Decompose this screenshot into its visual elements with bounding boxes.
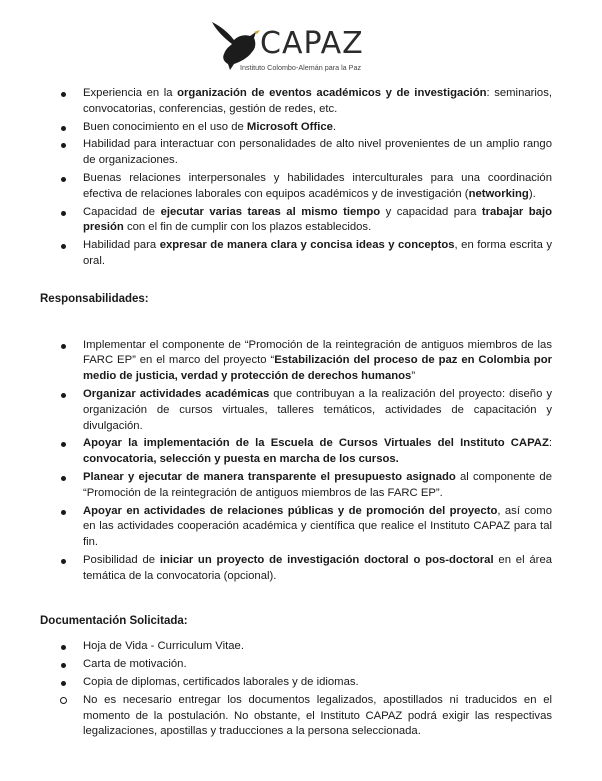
- skill-item-text: : seminarios, convocatorias, conferencias, gestión de redes, etc.: [83, 87, 552, 115]
- bullet-icon: [61, 92, 66, 97]
- document-item-text: Carta de motivación.: [83, 658, 187, 671]
- skill-item-text: Microsoft Office: [246, 120, 333, 133]
- bullet-icon: [61, 663, 66, 668]
- responsibility-item-text: al componente de “Promoción de la reintegración de antiguos miembros de las FARC EP”.: [83, 470, 552, 499]
- document-content: [40, 86, 552, 740]
- skill-item-text: Habilidad para interactuar con personalidades de alto nivel provenientes de un amplio rango de organizaciones.: [83, 138, 552, 167]
- skill-item-text: ejecutar varias tareas al mismo tiempo: [160, 205, 381, 218]
- bullet-icon: [61, 559, 66, 564]
- skill-item-text: Capacidad de: [83, 205, 161, 218]
- skill-item-text: , en forma escrita y oral.: [83, 239, 552, 267]
- responsibility-item-text: Estabilización del proceso de paz en Colombia por medio de justicia, verdad y protección de derechos humanos: [83, 354, 552, 383]
- skill-item-text: Buen conocimiento en el uso de: [83, 120, 247, 133]
- responsibility-item-text: , así como en las actividades cooperación académica y científica que realice el Instituto CAPAZ para tal fin.: [83, 504, 552, 549]
- responsibility-item-text: que contribuyan a la realización del proyecto: diseño y organización de cursos virtuales, talleres temáticos, actividades de capacitación y divulgación.: [83, 387, 552, 432]
- skill-item-text: trabajar bajo presión: [83, 205, 552, 234]
- skill-item-text: .: [332, 120, 337, 133]
- responsibility-item: [40, 387, 552, 434]
- responsibility-item-text: Organizar actividades académicas: [83, 387, 270, 400]
- bullet-icon: [61, 442, 66, 447]
- responsibility-item: [40, 338, 552, 385]
- bullet-icon: [61, 143, 66, 148]
- bullet-icon: [61, 510, 66, 515]
- documents-note-item: [40, 693, 552, 740]
- responsibility-item: [40, 504, 552, 551]
- responsibility-item-text: Posibilidad de: [83, 553, 160, 566]
- document-item: [40, 675, 552, 691]
- responsibility-item-text: Apoyar la implementación de la Escuela de Cursos Virtuales del Instituto CAPAZ: [83, 437, 549, 450]
- documents-note-text: No es necesario entregar los documentos legalizados, apostillados ni traducidos en el momento de la postulación. No obstante, el Instituto CAPAZ podrá exigir las respectivas legalizaciones, apostillas y traducciones a la persona seleccionada.: [83, 693, 552, 738]
- document-item-text: Hoja de Vida - Curriculum Vitae.: [83, 640, 244, 653]
- responsibility-item: [40, 553, 552, 585]
- skill-item-text: Habilidad para: [83, 239, 160, 252]
- skill-item-text: ).: [528, 187, 536, 200]
- bullet-icon: [61, 211, 66, 216]
- skill-item: [40, 86, 552, 118]
- skill-item-text: con el fin de cumplir con los plazos establecidos.: [123, 221, 372, 234]
- document-item: [40, 639, 552, 655]
- responsibility-item-text: convocatoria, selección y puesta en marcha de los cursos.: [83, 453, 399, 466]
- responsibility-item-text: ”: [411, 370, 416, 383]
- responsibility-item-text: :: [548, 437, 552, 450]
- bullet-icon: [61, 244, 66, 249]
- responsibility-item-text: Apoyar en actividades de relaciones públicas y de promoción del proyecto: [83, 504, 498, 517]
- responsibility-item: [40, 470, 552, 502]
- skill-item-text: y capacidad para: [380, 205, 482, 218]
- skill-item-text: Experiencia en la: [83, 87, 178, 99]
- skills-list: [40, 86, 552, 270]
- skill-item: [40, 137, 552, 169]
- responsibility-item: [40, 436, 552, 468]
- capaz-logo: [210, 18, 370, 74]
- documents-sublist: [40, 693, 552, 740]
- bullet-icon: [61, 476, 66, 481]
- bullet-icon: [61, 344, 66, 349]
- skill-item: [40, 171, 552, 203]
- bullet-icon: [61, 645, 66, 650]
- documents-list: [40, 639, 552, 690]
- skill-item-text: organización de eventos académicos y de investigación: [177, 87, 487, 99]
- skill-item: [40, 238, 552, 270]
- responsibilities-list: [40, 338, 552, 585]
- responsibility-item-text: Implementar el componente de “Promoción de la reintegración de antiguos miembros de las FARC EP” en el marco del proyecto “: [83, 338, 552, 367]
- bullet-icon: [61, 393, 66, 398]
- skill-item: [40, 205, 552, 237]
- circle-bullet-icon: [60, 697, 67, 704]
- skill-item-text: networking: [468, 187, 529, 200]
- skill-item: [40, 120, 552, 136]
- bullet-icon: [61, 177, 66, 182]
- logo-subtitle: Instituto Colombo-Alemán para la Paz: [240, 63, 362, 72]
- documents-heading: Documentación Solicitada:: [40, 614, 188, 627]
- skill-item-text: Buenas relaciones interpersonales y habilidades interculturales para una coordinación efectiva de relaciones laborales con equipos académicos y de investigación (: [83, 171, 552, 200]
- logo-wordmark: CAPAZ: [260, 26, 364, 61]
- bullet-icon: [61, 681, 66, 686]
- bullet-icon: [61, 126, 66, 131]
- skill-item-text: expresar de manera clara y concisa ideas y conceptos: [159, 239, 455, 252]
- responsibility-item-text: iniciar un proyecto de investigación doctoral o pos-doctoral: [159, 553, 494, 566]
- document-item: [40, 657, 552, 673]
- responsibility-item-text: en el área temática de la convocatoria (opcional).: [83, 553, 553, 582]
- responsibility-item-text: Planear y ejecutar de manera transparente el presupuesto asignado: [83, 470, 456, 483]
- responsibilities-heading: Responsabilidades:: [40, 292, 149, 305]
- document-item-text: Copia de diplomas, certificados laborales y de idiomas.: [83, 675, 359, 688]
